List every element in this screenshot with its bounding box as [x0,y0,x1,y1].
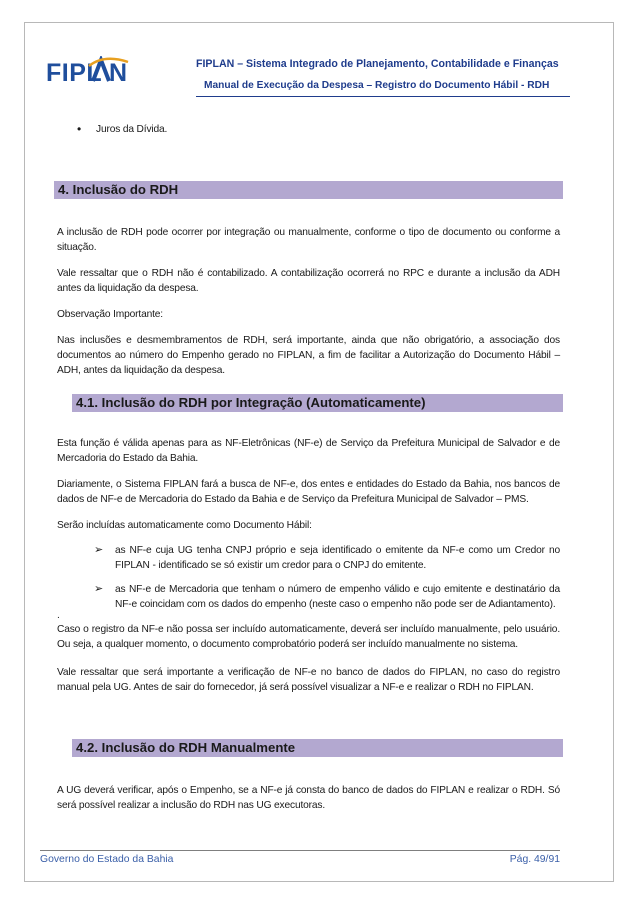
arrow-bullet-icon: ➢ [94,544,104,556]
section-4-1-p5: Vale ressaltar que será importante a verificação de NF-e no banco de dados do FIPLAN, no caso do registro manual pela UG. Antes de sair do fornecedor, já será possível visualizar a NF-e e realizar o RDH no FIPLAN. [57,667,560,693]
section-4-p1: A inclusão de RDH pode ocorrer por integração ou manualmente, conforme o tipo de documento ou conforme a situação. [57,227,560,253]
section-4-p3: Observação Importante: [57,309,163,320]
header-subtitle: Manual de Execução da Despesa – Registro do Documento Hábil - RDH [204,80,550,91]
section-4-1-heading: 4.1. Inclusão do RDH por Integração (Automaticamente) [72,394,563,412]
arrow-bullet-icon: ➢ [94,583,104,595]
section-4-heading: 4. Inclusão do RDH [54,181,563,199]
section-4-p2: Vale ressaltar que o RDH não é contabilizado. A contabilização ocorrerá no RPC e durante a inclusão da ADH antes da liquidação da despesa. [57,268,560,294]
page-number: Pág. 49/91 [509,854,560,865]
header-title: FIPLAN – Sistema Integrado de Planejamento, Contabilidade e Finanças [196,58,559,70]
stray-dot: . [57,610,60,621]
bullet-dot-icon: • [77,122,82,136]
section-4-1-p1: Esta função é válida apenas para as NF-Eletrônicas (NF-e) de Serviço da Prefeitura Municipal de Salvador e de Mercadoria do Estado da Bahia. [57,438,560,464]
section-4-p4: Nas inclusões e desmembramentos de RDH, será importante, ainda que não obrigatório, a associação dos documentos ao número do Empenho gerado no FIPLAN, a fim de facilitar a Autorização do Documento Hábil – ADH, antes da liquidação da despesa. [57,335,560,376]
header-divider [196,96,570,97]
footer-divider [40,850,560,851]
section-4-1-p3: Serão incluídas automaticamente como Documento Hábil: [57,520,312,531]
footer-left: Governo do Estado da Bahia [40,854,174,865]
section-4-2-heading: 4.2. Inclusão do RDH Manualmente [72,739,563,757]
svg-text:N: N [109,59,128,86]
fiplan-logo [46,56,148,86]
section-4-2-p1: A UG deverá verificar, após o Empenho, se a NF-e já consta do banco de dados do FIPLAN e realizar o RDH. Só será possível realizar a inclusão do RDH nas UG executoras. [57,785,560,811]
section-4-1-p4: Caso o registro da NF-e não possa ser incluído automaticamente, deverá ser incluído manualmente, pelo usuário. Ou seja, a qualquer momento, o documento comprobatório poderá ser incluído manualmente no sistema. [57,624,560,650]
bullet-text: Juros da Dívida. [96,124,168,135]
section-4-1-item2: as NF-e de Mercadoria que tenham o número de empenho válido e cujo emitente e destinatário da NF-e coincidam com os dados do empenho (neste caso o empenho não pode ser de Adiantamento). [115,584,560,610]
section-4-1-item1: as NF-e cuja UG tenha CNPJ próprio e seja identificado o emitente da NF-e como um Credor no FIPLAN - identificado se só existir um credor para o CNPJ do emitente. [115,545,560,571]
svg-text:FIPL: FIPL [46,59,103,86]
section-4-1-p2: Diariamente, o Sistema FIPLAN fará a busca de NF-e, dos entes e entidades do Estado da Bahia, nos bancos de dados de NF-e de Mercadoria do Estado da Bahia e de Serviço da Prefeitura Municipal de Salvador – PMS. [57,479,560,505]
